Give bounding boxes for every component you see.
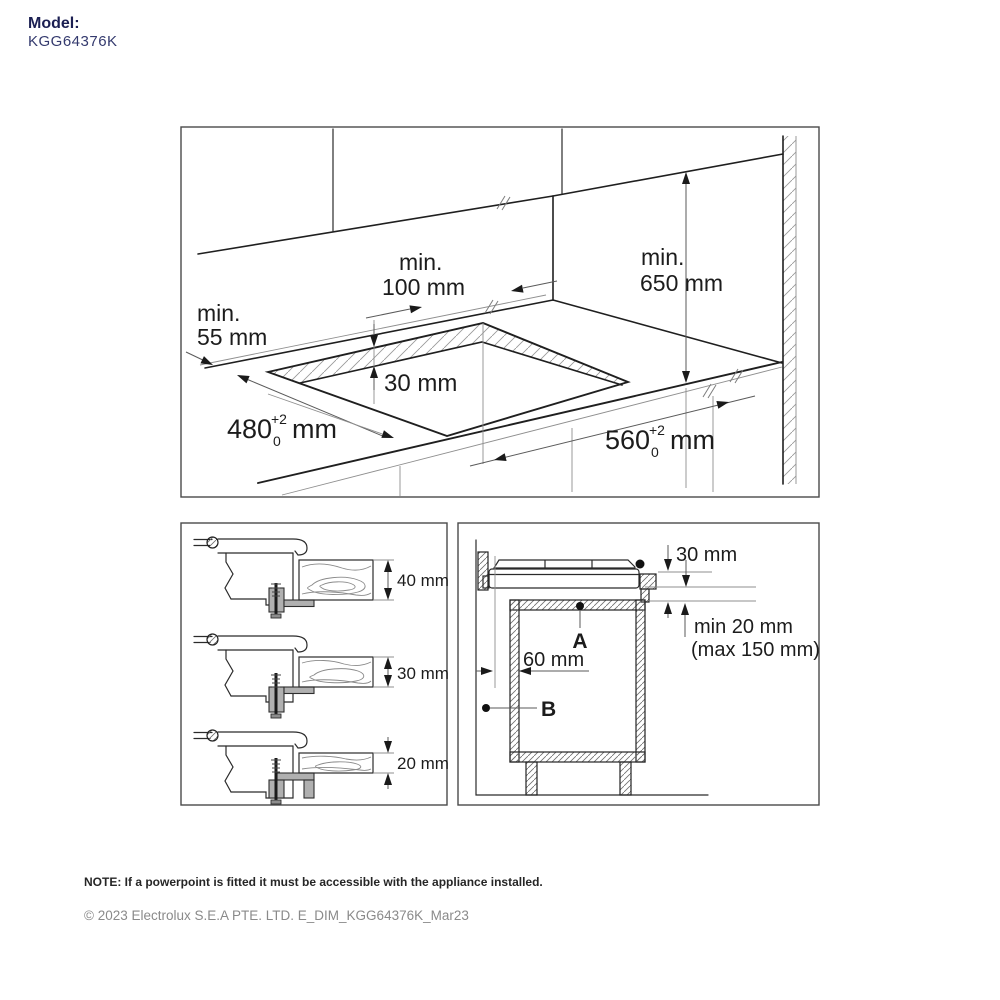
dim-30mm-label: 30 mm	[384, 370, 458, 397]
dim-min100-label1: min.	[399, 249, 443, 275]
dim-560-tol-minus: 0	[651, 444, 659, 460]
dim-min100-label2: 100 mm	[382, 274, 466, 300]
dim-560-tol-plus: +2	[649, 422, 665, 438]
thickness-label-40: 40 mm	[397, 571, 449, 590]
point-b-dot	[482, 704, 490, 712]
dim-560-value: 560	[605, 425, 651, 455]
model-number: KGG64376K	[28, 33, 118, 51]
model-label: Model:	[28, 15, 80, 32]
thickness-label-20: 20 mm	[397, 754, 449, 773]
dim-min650-label2: 650 mm	[640, 270, 724, 296]
clamp-bracket	[277, 773, 314, 780]
point-a-label: A	[572, 630, 588, 653]
seal-gasket-icon	[207, 537, 218, 548]
dim-480-value: 480	[227, 414, 273, 444]
dim-480-unit: mm	[292, 414, 337, 444]
dim-60mm	[476, 556, 589, 688]
main-installation-diagram	[181, 127, 819, 497]
dim-560-unit: mm	[670, 425, 715, 455]
thickness-row-30	[194, 634, 449, 718]
counter-back-edge-right	[553, 300, 782, 363]
dim-min55-label2: 55 mm	[197, 324, 268, 350]
thickness-row-40	[194, 537, 449, 618]
hood-bottom-edge	[553, 154, 783, 196]
dim-min-650	[640, 172, 723, 383]
thickness-label-30: 30 mm	[397, 664, 449, 683]
cabinet-leg	[620, 762, 631, 795]
dim-480	[227, 371, 395, 449]
dim-hob-height	[645, 544, 820, 661]
reference-dot	[636, 560, 645, 569]
point-a-dot	[576, 602, 584, 610]
note-text: NOTE: If a powerpoint is fitted it must be accessible with the appliance installed.	[84, 875, 543, 889]
dim-560	[470, 396, 755, 466]
thickness-row-20	[194, 730, 449, 804]
dim-hob-height-label: 30 mm	[676, 544, 738, 566]
seal-gasket-icon	[207, 634, 218, 645]
dim-clearance-min-label: min 20 mm	[694, 616, 793, 638]
dim-480-tol-minus: 0	[273, 433, 281, 449]
point-b-label: B	[541, 698, 557, 721]
right-wall-section	[783, 136, 796, 484]
worktop-thickness-panel	[181, 523, 449, 805]
dim-min650-label1: min.	[641, 244, 685, 270]
dim-60mm-label: 60 mm	[523, 649, 585, 671]
dim-clearance-max-label: (max 150 mm)	[691, 639, 820, 661]
copyright-text: © 2023 Electrolux S.E.A PTE. LTD. E_DIM_KGG64376K_Mar23	[84, 908, 469, 923]
wall-joint-lines	[333, 129, 562, 232]
hob-side-view	[483, 560, 645, 589]
cabinet-clearance-panel	[458, 523, 820, 805]
dim-480-tol-plus: +2	[271, 411, 287, 427]
cabinet-leg	[526, 762, 537, 795]
seal-gasket-icon	[207, 730, 218, 741]
dim-min55-label1: min.	[197, 300, 241, 326]
dim-min-100	[366, 249, 557, 318]
